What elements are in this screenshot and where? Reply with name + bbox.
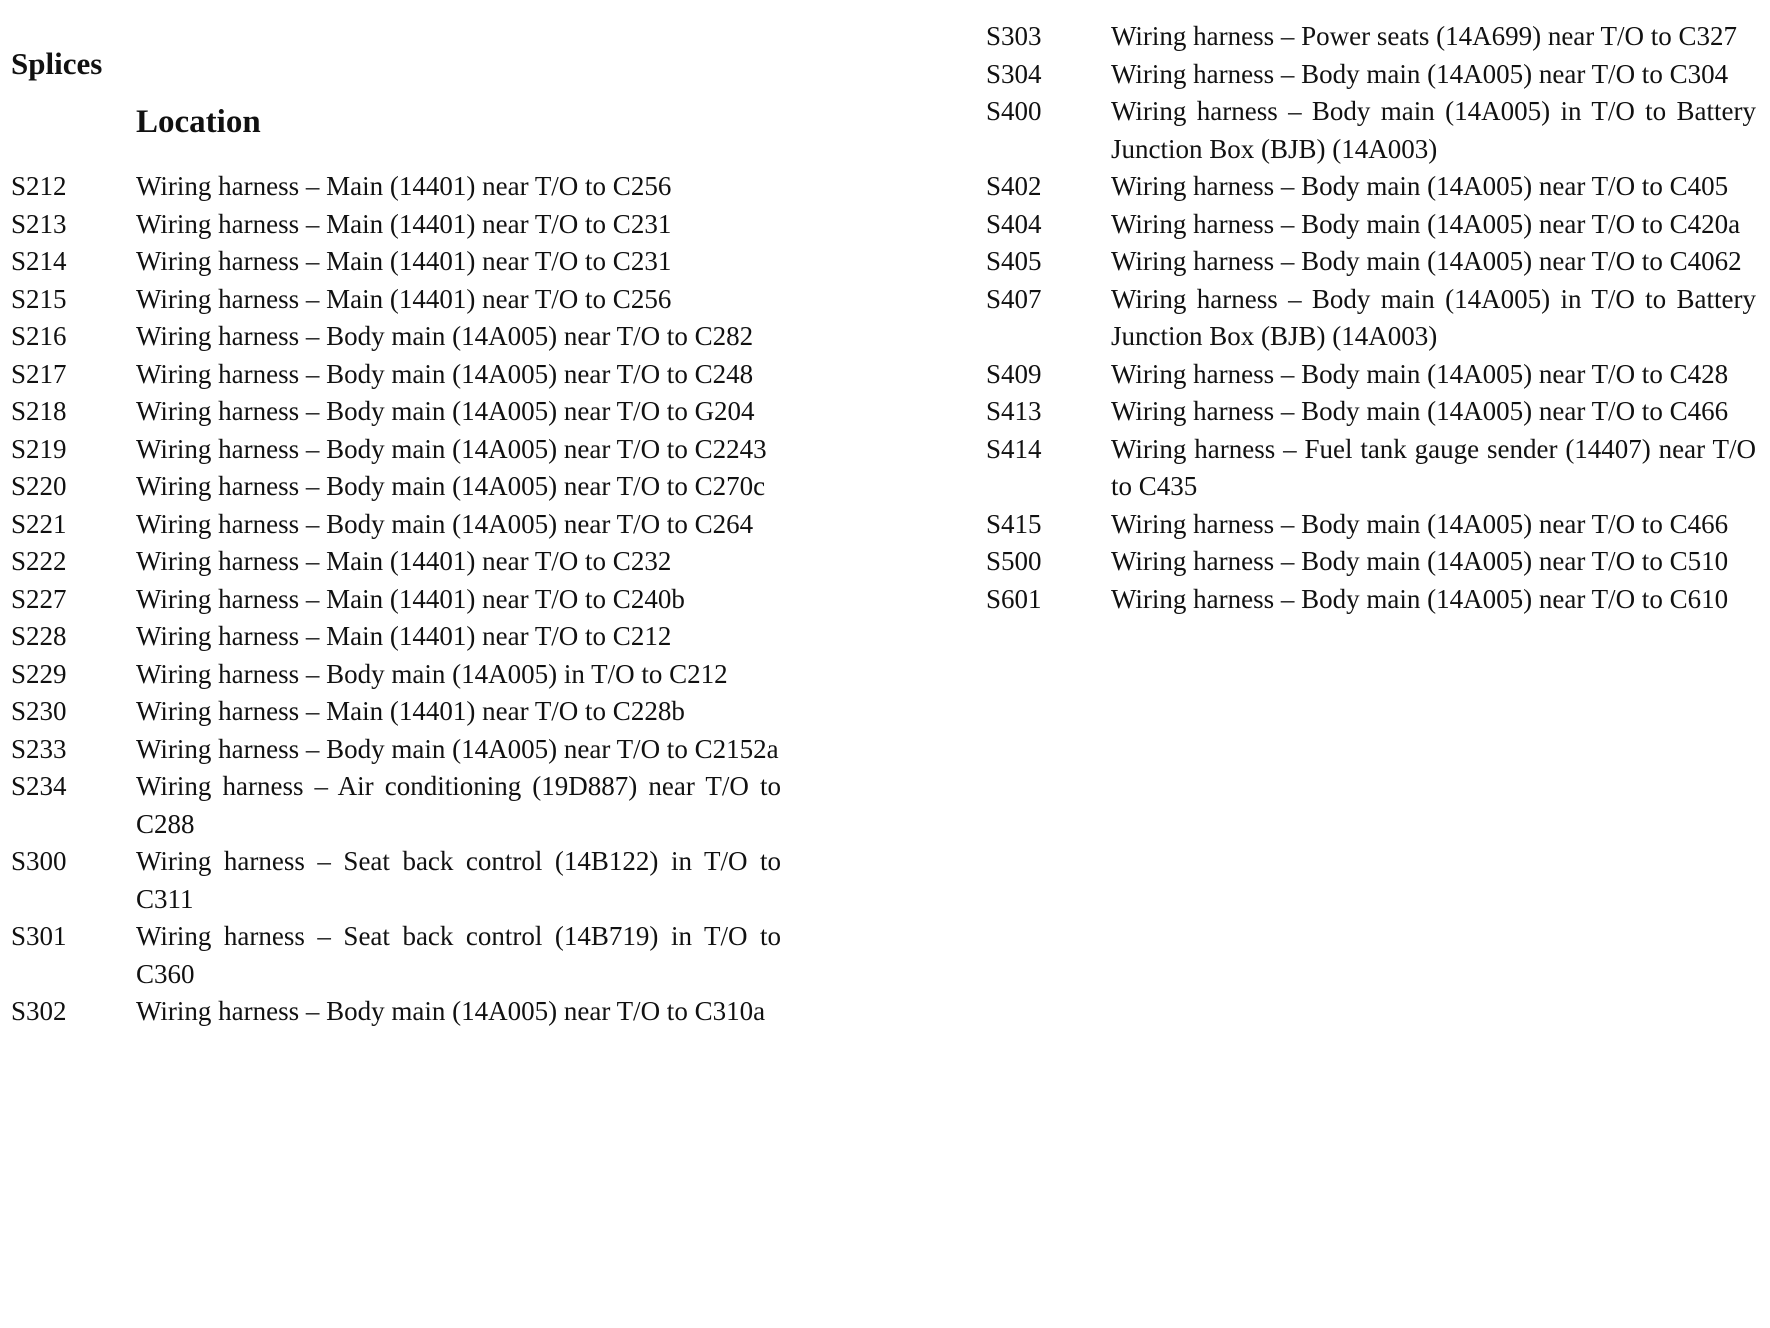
splice-location: Wiring harness – Body main (14A005) near T/O to C270c	[136, 471, 766, 501]
splice-code: S216	[11, 321, 67, 351]
splice-entry	[11, 356, 781, 394]
splice-entry	[11, 918, 781, 993]
splice-code: S233	[11, 733, 67, 764]
splice-entry	[11, 468, 781, 506]
splice-code: S414	[986, 433, 1042, 464]
splice-location: Wiring harness – Body main (14A005) in T/O to Battery Junction Box (BJB) (14A003)	[1111, 96, 1756, 164]
splice-location: Wiring harness – Main (14401) near T/O to C212	[136, 621, 672, 651]
splice-entry	[11, 206, 781, 244]
splice-entry	[986, 281, 1756, 356]
splice-entry	[11, 993, 781, 1031]
splice-list-right	[986, 18, 1756, 618]
splice-location: Wiring harness – Main (14401) near T/O to C231	[136, 246, 672, 276]
splice-location: Wiring harness – Main (14401) near T/O to C240b	[136, 583, 685, 614]
splice-entry	[11, 431, 781, 469]
splice-location: Wiring harness – Body main (14A005) near T/O to C2243	[136, 433, 767, 464]
splice-code: S601	[986, 583, 1042, 614]
splice-location: Wiring harness – Body main (14A005) near T/O to C2152a	[136, 733, 779, 764]
splice-entry	[11, 506, 781, 544]
splice-location: Wiring harness – Seat back control (14B122) in T/O to C311	[136, 846, 781, 914]
splice-entry	[986, 581, 1756, 619]
splice-code: S217	[11, 358, 67, 389]
splice-location: Wiring harness – Power seats (14A699) near T/O to C327	[1111, 21, 1738, 51]
splice-location: Wiring harness – Main (14401) near T/O to C231	[136, 208, 672, 239]
splice-code: S218	[11, 396, 67, 426]
splice-entry	[11, 693, 781, 731]
section-title: Splices	[11, 46, 103, 81]
splice-location: Wiring harness – Seat back control (14B719) in T/O to C360	[136, 921, 781, 989]
splice-code: S400	[986, 96, 1042, 126]
splice-code: S301	[11, 921, 67, 951]
splice-code: S407	[986, 283, 1042, 314]
splice-entry	[986, 431, 1756, 506]
splice-entry	[11, 168, 781, 206]
splice-code: S300	[11, 846, 67, 876]
splice-code: S402	[986, 171, 1042, 201]
splice-entry	[986, 356, 1756, 394]
splice-entry	[986, 543, 1756, 581]
splice-code: S234	[11, 771, 67, 801]
splice-entry	[986, 506, 1756, 544]
splice-list-left	[11, 168, 781, 1031]
splice-entry	[986, 206, 1756, 244]
splice-entry	[986, 243, 1756, 281]
splice-location: Wiring harness – Body main (14A005) near T/O to C466	[1111, 396, 1729, 426]
splice-entry	[986, 93, 1756, 168]
splice-location: Wiring harness – Fuel tank gauge sender (14407) near T/O to C435	[1111, 433, 1756, 501]
splice-location: Wiring harness – Body main (14A005) near T/O to C466	[1111, 508, 1729, 539]
splice-entry	[11, 581, 781, 619]
splice-code: S500	[986, 546, 1042, 576]
splice-entry	[986, 18, 1756, 56]
splice-entry	[11, 768, 781, 843]
splice-code: S215	[11, 283, 67, 314]
splice-code: S221	[11, 508, 67, 539]
splice-code: S303	[986, 21, 1042, 51]
splice-location: Wiring harness – Body main (14A005) near T/O to C510	[1111, 546, 1729, 576]
splice-code: S227	[11, 583, 67, 614]
splice-entry	[11, 281, 781, 319]
splice-code: S415	[986, 508, 1042, 539]
splice-location: Wiring harness – Body main (14A005) in T/O to Battery Junction Box (BJB) (14A003)	[1111, 283, 1756, 351]
splice-entry	[986, 168, 1756, 206]
splice-location: Wiring harness – Body main (14A005) near T/O to C264	[136, 508, 754, 539]
splice-location: Wiring harness – Body main (14A005) near T/O to C428	[1111, 358, 1729, 389]
splice-code: S219	[11, 433, 67, 464]
splice-location: Wiring harness – Body main (14A005) near T/O to C304	[1111, 58, 1729, 89]
splice-code: S413	[986, 396, 1042, 426]
splice-location: Wiring harness – Body main (14A005) in T/O to C212	[136, 658, 728, 689]
splice-location: Wiring harness – Body main (14A005) near T/O to C420a	[1111, 208, 1741, 239]
splice-entry	[986, 56, 1756, 94]
splice-location: Wiring harness – Main (14401) near T/O to C228b	[136, 696, 685, 726]
splice-location: Wiring harness – Air conditioning (19D887) near T/O to C288	[136, 771, 781, 839]
splice-code: S220	[11, 471, 67, 501]
splice-code: S304	[986, 58, 1042, 89]
splice-location: Wiring harness – Main (14401) near T/O to C256	[136, 171, 672, 201]
splice-code: S228	[11, 621, 67, 651]
splice-location: Wiring harness – Body main (14A005) near T/O to C405	[1111, 171, 1729, 201]
splice-location: Wiring harness – Body main (14A005) near T/O to C610	[1111, 583, 1729, 614]
splice-entry	[11, 318, 781, 356]
splice-entry	[11, 393, 781, 431]
splice-code: S222	[11, 546, 67, 576]
splice-code: S404	[986, 208, 1042, 239]
splice-location: Wiring harness – Main (14401) near T/O to C232	[136, 546, 672, 576]
splice-location: Wiring harness – Body main (14A005) near T/O to C4062	[1111, 246, 1742, 276]
splice-code: S213	[11, 208, 67, 239]
splice-code: S302	[11, 996, 67, 1026]
splice-code: S405	[986, 246, 1042, 276]
location-column-heading: Location	[136, 104, 261, 140]
splice-code: S409	[986, 358, 1042, 389]
splice-entry	[11, 843, 781, 918]
splice-location: Wiring harness – Body main (14A005) near T/O to C282	[136, 321, 754, 351]
splice-entry	[986, 393, 1756, 431]
splice-location: Wiring harness – Body main (14A005) near T/O to C310a	[136, 996, 766, 1026]
splice-location: Wiring harness – Main (14401) near T/O to C256	[136, 283, 672, 314]
splice-entry	[11, 243, 781, 281]
splice-entry	[11, 731, 781, 769]
splice-location: Wiring harness – Body main (14A005) near T/O to C248	[136, 358, 754, 389]
splice-location: Wiring harness – Body main (14A005) near T/O to G204	[136, 396, 755, 426]
splice-code: S230	[11, 696, 67, 726]
splice-entry	[11, 618, 781, 656]
splice-code: S229	[11, 658, 67, 689]
splice-entry	[11, 543, 781, 581]
splice-entry	[11, 656, 781, 694]
splice-code: S214	[11, 246, 67, 276]
splice-code: S212	[11, 171, 67, 201]
